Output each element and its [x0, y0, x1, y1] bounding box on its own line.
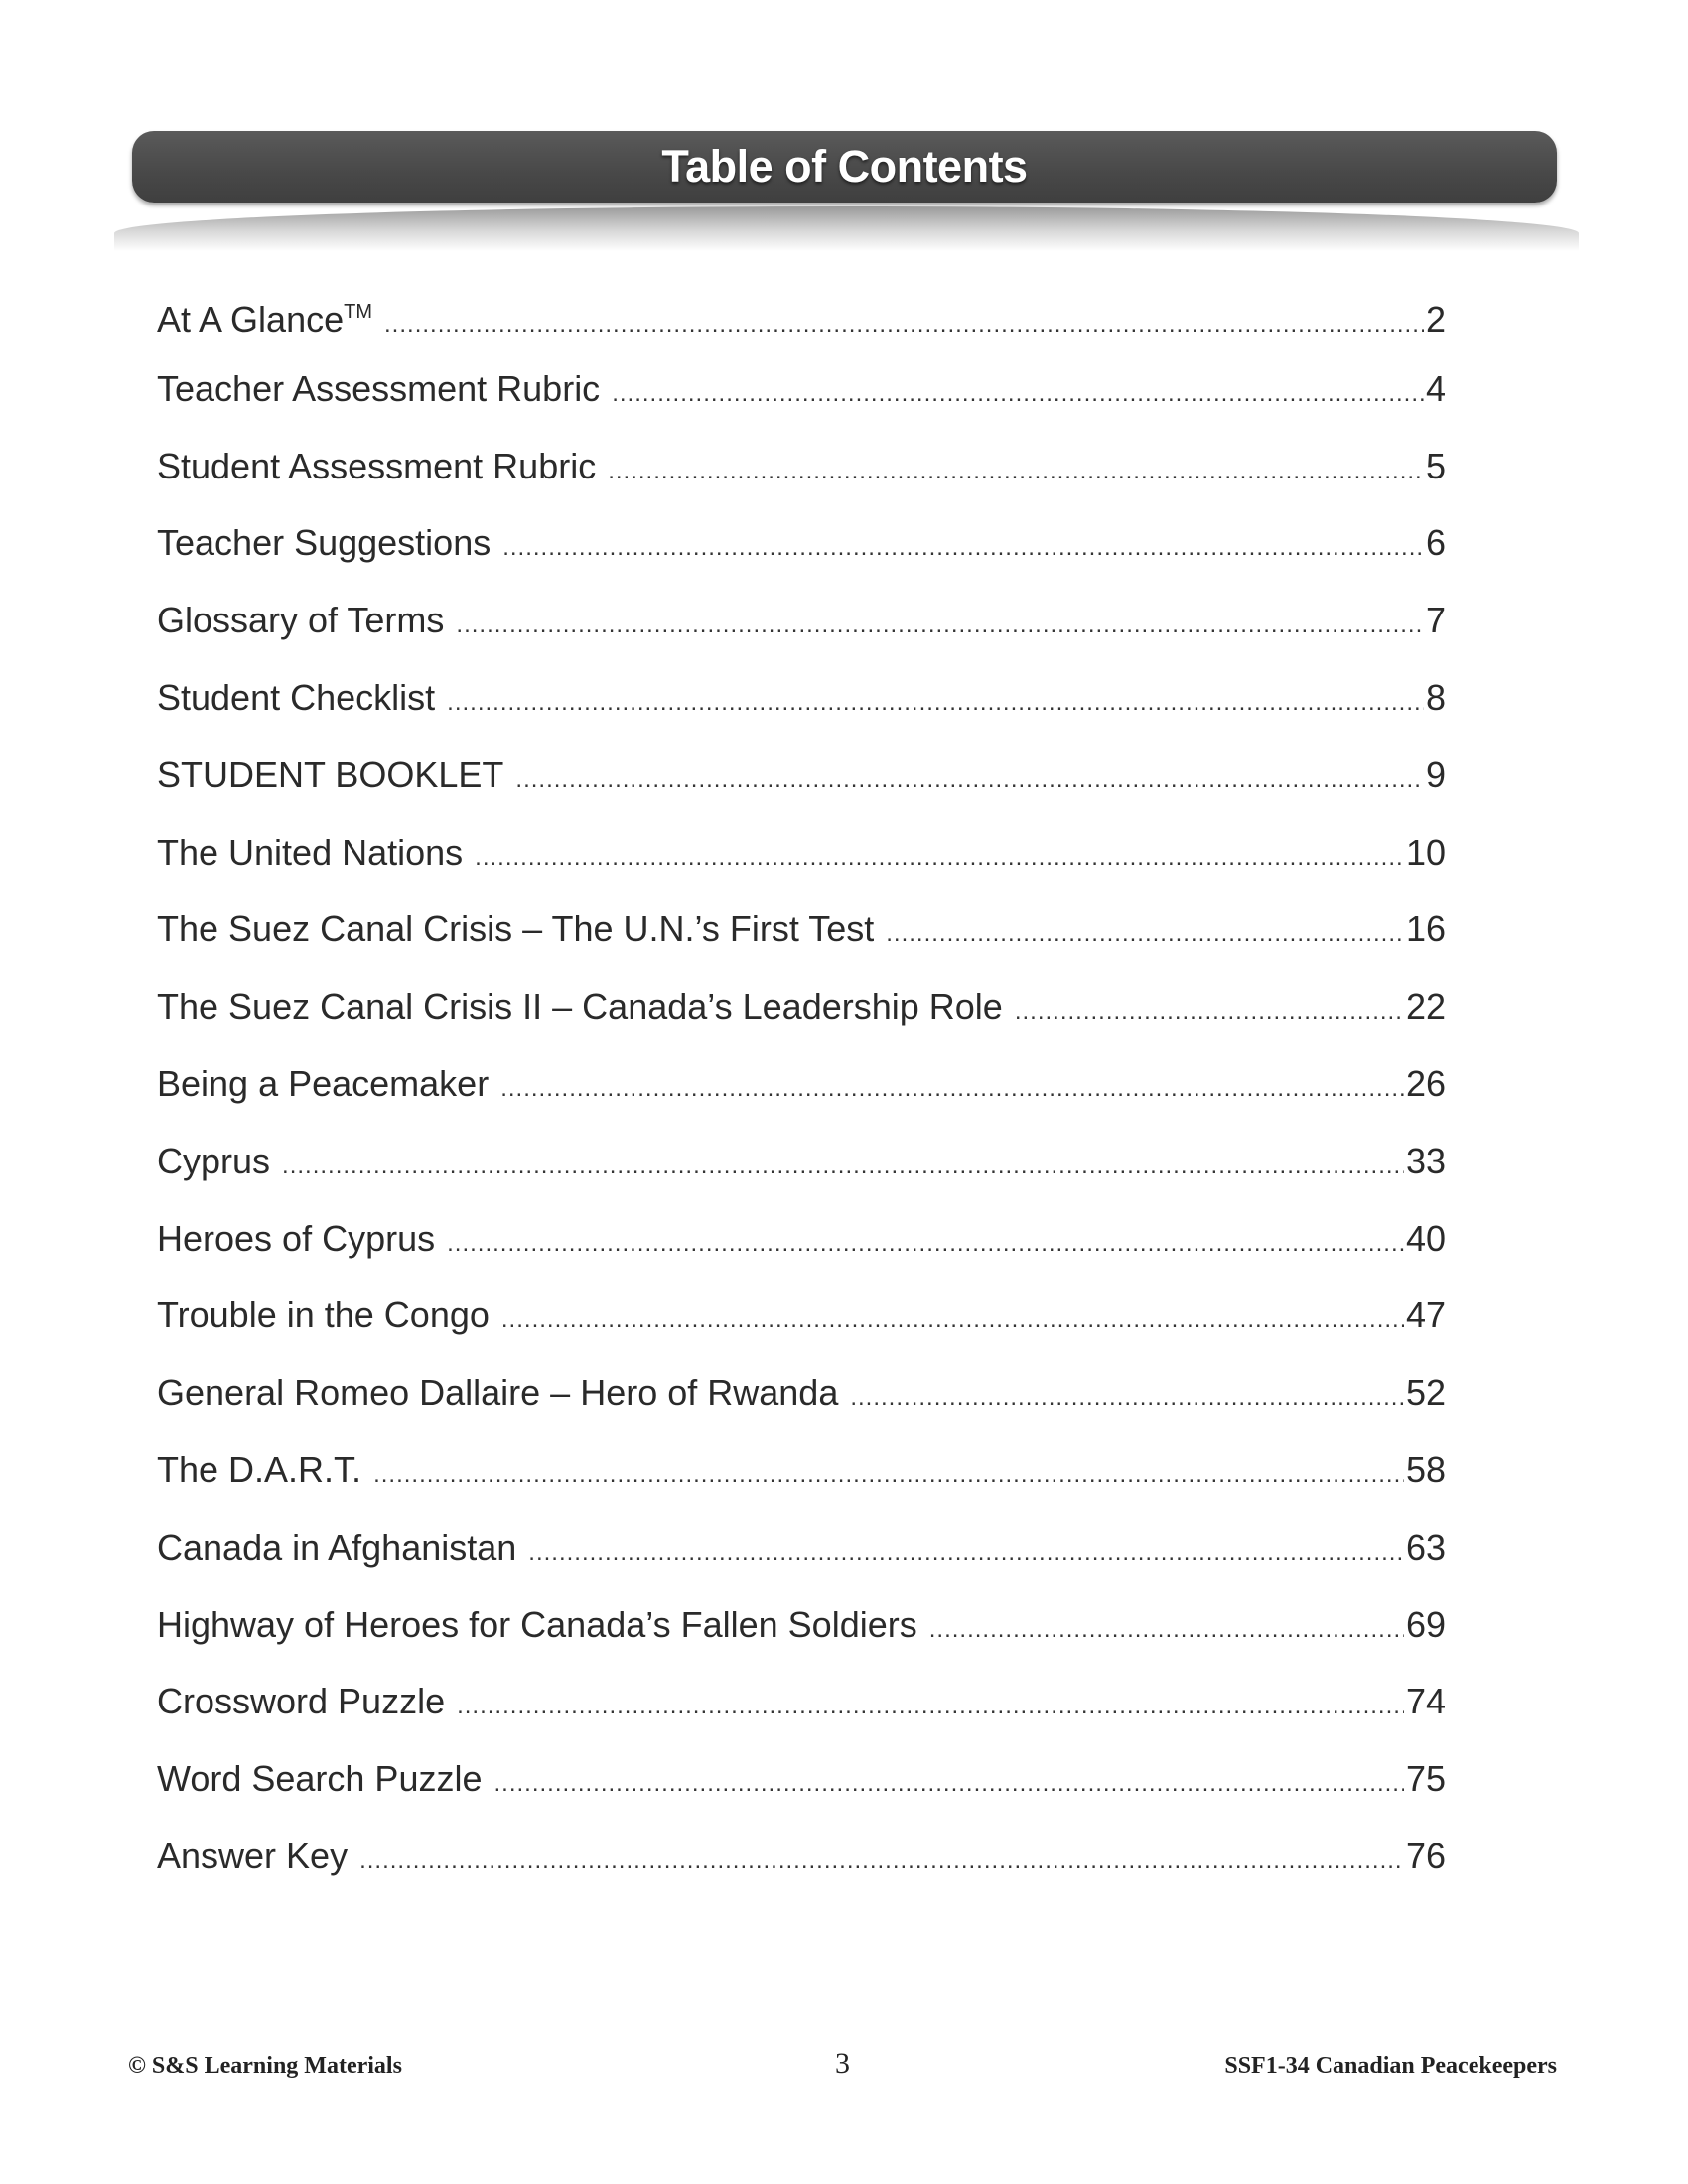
toc-entry-page: 22: [1405, 986, 1446, 1027]
dot-leader: [502, 524, 1424, 572]
toc-entry[interactable]: [157, 1755, 1446, 1833]
toc-entry-page: 76: [1405, 1835, 1446, 1876]
toc-entry-label: Heroes of Cyprus: [157, 1217, 436, 1259]
dot-leader: [612, 370, 1424, 418]
toc-entry-page: 58: [1405, 1448, 1446, 1490]
toc-entry[interactable]: [157, 443, 1446, 520]
dot-leader: [515, 756, 1424, 804]
toc-entry-page: 5: [1425, 445, 1446, 486]
toc-entry[interactable]: [157, 519, 1446, 597]
toc-entry[interactable]: [157, 1678, 1446, 1755]
toc-entry-page: 74: [1405, 1681, 1446, 1722]
dot-leader: [282, 1143, 1404, 1190]
dot-leader: [608, 448, 1424, 495]
table-of-contents: [157, 288, 1446, 1910]
toc-entry-page: 33: [1405, 1140, 1446, 1181]
toc-entry-page: 2: [1425, 299, 1446, 340]
toc-entry-page: 47: [1405, 1295, 1446, 1336]
toc-entry-label: The United Nations: [157, 831, 464, 873]
toc-entry-label: Glossary of Terms: [157, 600, 445, 641]
toc-entry-label: Teacher Assessment Rubric: [157, 367, 601, 409]
toc-entry[interactable]: [157, 1601, 1446, 1679]
toc-entry-page: 69: [1405, 1603, 1446, 1645]
dot-leader: [384, 301, 1424, 348]
page-footer: [128, 2047, 1557, 2093]
banner-reflection: [114, 206, 1579, 251]
trademark-mark: TM: [344, 301, 373, 323]
toc-entry-page: 75: [1405, 1758, 1446, 1800]
toc-entry[interactable]: [157, 751, 1446, 829]
toc-entry[interactable]: [157, 1833, 1446, 1910]
footer-copyright: © S&S Learning Materials: [128, 2053, 402, 2079]
toc-entry-label: The Suez Canal Crisis II – Canada’s Leadership Role: [157, 986, 1003, 1027]
toc-entry-label: Student Assessment Rubric: [157, 445, 597, 486]
toc-entry[interactable]: [157, 983, 1446, 1060]
toc-entry[interactable]: [157, 597, 1446, 674]
toc-entry[interactable]: [157, 365, 1446, 443]
toc-entry[interactable]: [157, 905, 1446, 983]
toc-entry[interactable]: [157, 1292, 1446, 1369]
dot-leader: [886, 910, 1404, 958]
toc-entry[interactable]: [157, 1524, 1446, 1601]
dot-leader: [475, 834, 1404, 882]
dot-leader: [456, 602, 1424, 649]
toc-entry-label: Cyprus: [157, 1140, 271, 1181]
toc-entry-label: The D.A.R.T.: [157, 1448, 362, 1490]
dot-leader: [528, 1529, 1404, 1576]
dot-leader: [929, 1606, 1404, 1654]
toc-entry-page: 4: [1425, 367, 1446, 409]
toc-entry-page: 8: [1425, 676, 1446, 718]
toc-entry-page: 6: [1425, 522, 1446, 564]
toc-entry-page: 7: [1425, 600, 1446, 641]
dot-leader: [447, 679, 1424, 727]
toc-entry[interactable]: [157, 1369, 1446, 1446]
toc-entry[interactable]: [157, 674, 1446, 751]
dot-leader: [493, 1760, 1403, 1808]
toc-entry-label: STUDENT BOOKLET: [157, 753, 504, 795]
toc-entry-label: Teacher Suggestions: [157, 522, 492, 564]
title-banner: [132, 131, 1557, 203]
footer-book-title: SSF1-34 Canadian Peacekeepers: [1224, 2053, 1557, 2079]
toc-entry-label: General Romeo Dallaire – Hero of Rwanda: [157, 1372, 839, 1414]
toc-entry-page: 9: [1425, 753, 1446, 795]
toc-entry-label: Student Checklist: [157, 676, 436, 718]
toc-entry[interactable]: [157, 1060, 1446, 1138]
toc-entry-page: 16: [1405, 908, 1446, 950]
page-title: Table of Contents: [661, 141, 1028, 192]
toc-entry-page: 52: [1405, 1372, 1446, 1414]
dot-leader: [500, 1065, 1404, 1113]
footer-page-number: 3: [835, 2047, 850, 2080]
toc-entry-label: Trouble in the Congo: [157, 1295, 490, 1336]
toc-entry-label: Word Search Puzzle: [157, 1758, 483, 1800]
toc-entry[interactable]: [157, 1215, 1446, 1293]
dot-leader: [850, 1374, 1404, 1422]
toc-entry-label: Answer Key: [157, 1835, 349, 1876]
toc-entry[interactable]: [157, 1446, 1446, 1524]
toc-entry-label: Being a Peacemaker: [157, 1062, 490, 1104]
toc-entry[interactable]: [157, 829, 1446, 906]
toc-entry-page: 40: [1405, 1217, 1446, 1259]
dot-leader: [359, 1838, 1404, 1885]
toc-entry-label: Canada in Afghanistan: [157, 1526, 517, 1568]
toc-entry[interactable]: [157, 1138, 1446, 1215]
dot-leader: [501, 1297, 1404, 1344]
toc-entry-label: At A Glance™: [157, 299, 373, 340]
toc-entry-label: Crossword Puzzle: [157, 1681, 446, 1722]
toc-entry-label: Highway of Heroes for Canada’s Fallen Soldiers: [157, 1603, 917, 1645]
dot-leader: [457, 1683, 1404, 1730]
toc-entry-page: 10: [1405, 831, 1446, 873]
toc-entry-page: 63: [1405, 1526, 1446, 1568]
dot-leader: [447, 1220, 1404, 1268]
toc-entry-label: The Suez Canal Crisis – The U.N.’s First Test: [157, 908, 875, 950]
dot-leader: [373, 1451, 1404, 1499]
dot-leader: [1015, 988, 1404, 1035]
toc-entry[interactable]: [157, 288, 1446, 365]
toc-entry-page: 26: [1405, 1062, 1446, 1104]
